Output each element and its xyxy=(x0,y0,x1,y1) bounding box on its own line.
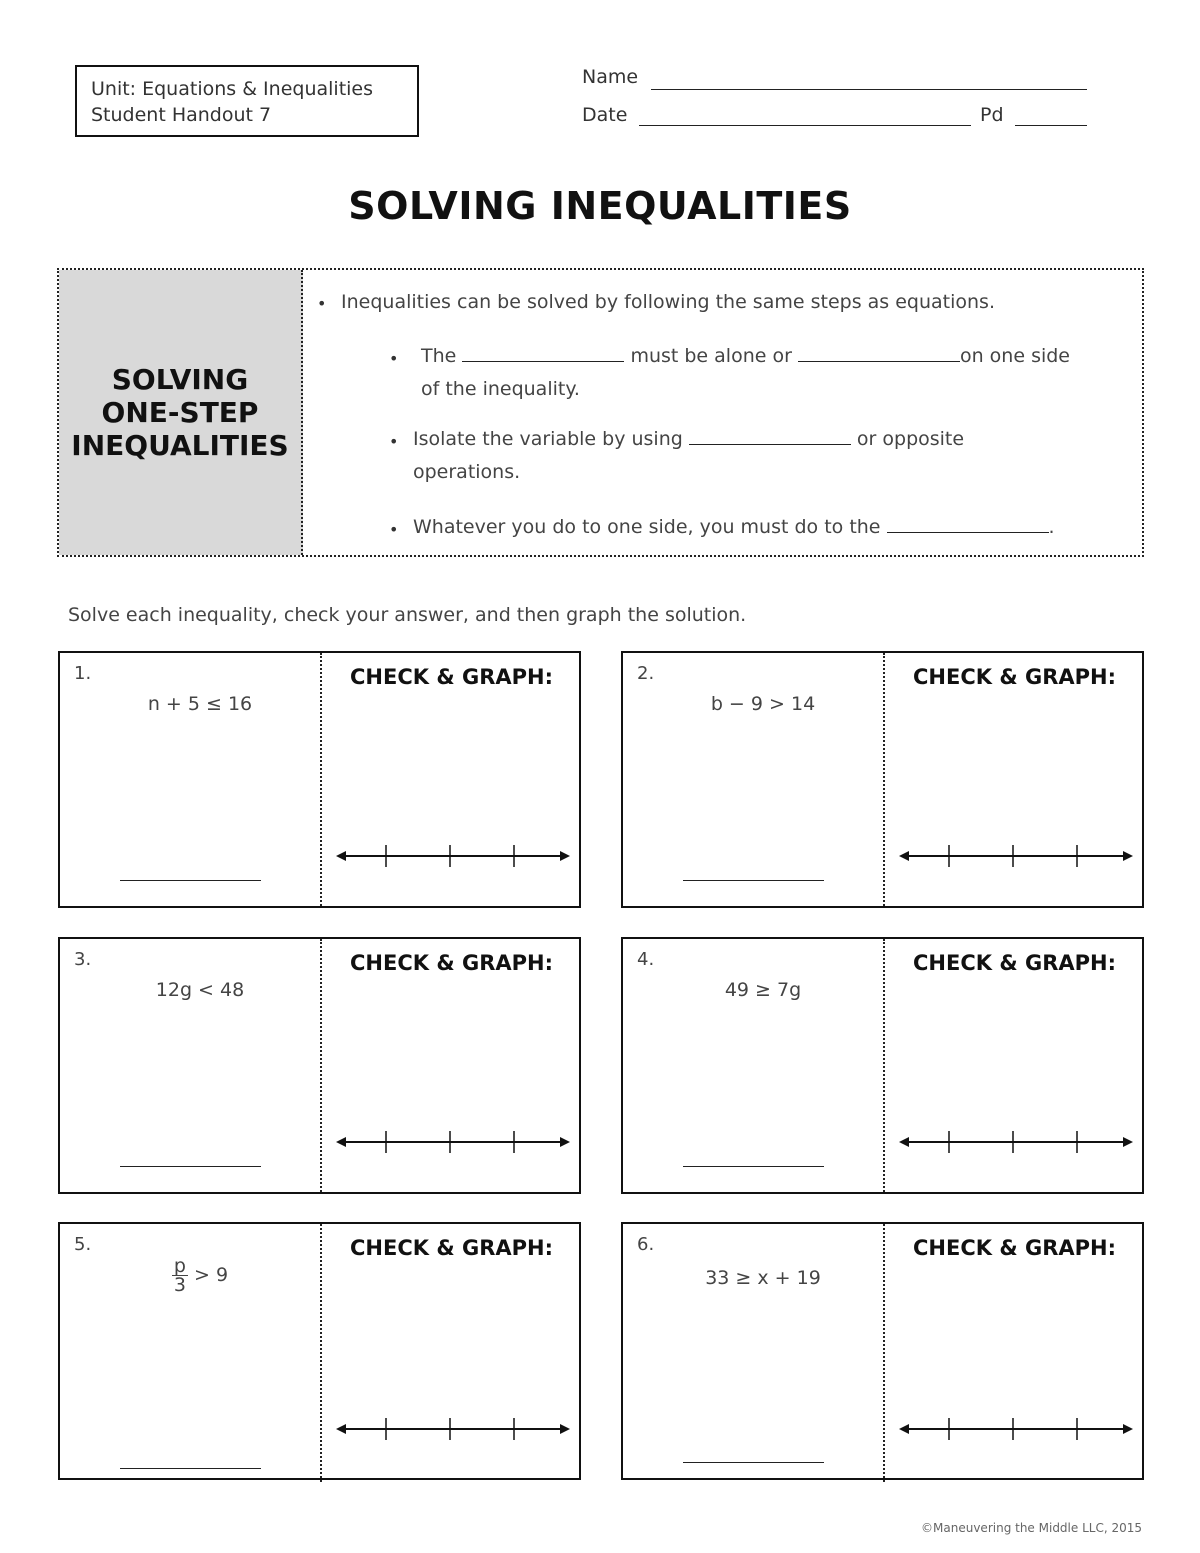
bullet-icon: • xyxy=(317,294,327,313)
arrow-left-icon xyxy=(899,1137,909,1147)
answer-line[interactable] xyxy=(683,1462,824,1463)
problem-number: 4. xyxy=(637,949,655,970)
check-graph-label: CHECK & GRAPH: xyxy=(350,1236,553,1260)
divider xyxy=(320,653,322,906)
problem-number: 5. xyxy=(74,1234,92,1255)
fraction-denominator: 3 xyxy=(173,1274,186,1296)
note-text: The xyxy=(421,345,457,367)
divider xyxy=(883,939,885,1192)
problem-number: 6. xyxy=(637,1234,655,1255)
fill-in-blank[interactable] xyxy=(798,343,960,362)
notes-section-header xyxy=(59,270,303,555)
note-bullet-2 xyxy=(421,340,1070,372)
problem-card-2 xyxy=(621,651,1144,908)
arrow-right-icon xyxy=(560,851,570,861)
date-label: Date xyxy=(582,104,628,126)
note-text: of the inequality. xyxy=(421,378,580,400)
number-line[interactable] xyxy=(336,841,571,871)
problem-inequality: b − 9 > 14 xyxy=(710,693,816,715)
fraction xyxy=(172,1257,188,1294)
answer-line[interactable] xyxy=(683,880,824,881)
number-line[interactable] xyxy=(336,1127,571,1157)
arrow-right-icon xyxy=(560,1424,570,1434)
answer-line[interactable] xyxy=(120,880,261,881)
note-text: on one side xyxy=(959,345,1070,367)
problem-card-4 xyxy=(621,937,1144,1194)
problem-card-1 xyxy=(58,651,581,908)
arrow-right-icon xyxy=(1123,1424,1133,1434)
period-label: Pd xyxy=(980,104,1004,126)
arrow-left-icon xyxy=(336,1424,346,1434)
arrow-left-icon xyxy=(336,851,346,861)
divider xyxy=(320,939,322,1192)
answer-line[interactable] xyxy=(120,1166,261,1167)
copyright: ©Maneuvering the Middle LLC, 2015 xyxy=(921,1521,1142,1535)
fill-in-blank[interactable] xyxy=(887,514,1049,533)
card-bottom-edge xyxy=(58,1478,581,1480)
check-graph-label: CHECK & GRAPH: xyxy=(350,951,553,975)
note-text: or opposite xyxy=(856,428,965,450)
problem-number: 3. xyxy=(74,949,92,970)
page-title: SOLVING INEQUALITIES xyxy=(348,184,852,228)
number-line[interactable] xyxy=(899,841,1134,871)
problem-number: 2. xyxy=(637,663,655,684)
arrow-right-icon xyxy=(560,1137,570,1147)
unit-title: Unit: Equations & Inequalities xyxy=(91,78,374,100)
arrow-left-icon xyxy=(336,1137,346,1147)
instructions: Solve each inequality, check your answer, and then graph the solution. xyxy=(68,604,747,626)
arrow-left-icon xyxy=(899,1424,909,1434)
check-graph-label: CHECK & GRAPH: xyxy=(350,665,553,689)
arrow-right-icon xyxy=(1123,1137,1133,1147)
check-graph-label: CHECK & GRAPH: xyxy=(913,665,1116,689)
fill-in-blank[interactable] xyxy=(462,343,624,362)
notes-section-title: SOLVING ONE-STEP INEQUALITIES xyxy=(71,363,289,462)
problem-inequality xyxy=(120,1257,280,1294)
note-text: must be alone or xyxy=(630,345,792,367)
answer-line[interactable] xyxy=(683,1166,824,1167)
problem-card-6 xyxy=(621,1222,1144,1480)
note-bullet-4 xyxy=(413,511,1055,543)
card-bottom-edge xyxy=(621,1478,1144,1480)
unit-info-box xyxy=(75,65,419,137)
arrow-left-icon xyxy=(899,851,909,861)
check-graph-label: CHECK & GRAPH: xyxy=(913,1236,1116,1260)
period-field[interactable] xyxy=(1015,125,1087,126)
divider xyxy=(883,1224,885,1482)
note-text: operations. xyxy=(413,461,521,483)
note-text: Whatever you do to one side, you must do to the xyxy=(413,516,881,538)
arrow-right-icon xyxy=(1123,851,1133,861)
note-text: . xyxy=(1048,516,1055,538)
name-label: Name xyxy=(582,66,639,88)
number-line[interactable] xyxy=(336,1414,571,1444)
problem-inequality: 12g < 48 xyxy=(155,979,245,1001)
problem-card-5 xyxy=(58,1222,581,1480)
note-text: Isolate the variable by using xyxy=(413,428,683,450)
note-bullet-3 xyxy=(413,423,964,455)
fraction-numerator: p xyxy=(173,1255,186,1277)
problem-inequality: 33 ≥ x + 19 xyxy=(705,1267,821,1289)
divider xyxy=(320,1224,322,1482)
note-bullet-1: Inequalities can be solved by following the same steps as equations. xyxy=(341,291,995,313)
date-field[interactable] xyxy=(639,125,971,126)
number-line[interactable] xyxy=(899,1127,1134,1157)
answer-line[interactable] xyxy=(120,1468,261,1469)
fill-in-blank[interactable] xyxy=(689,426,851,445)
bullet-icon: • xyxy=(389,349,399,368)
bullet-icon: • xyxy=(389,432,399,451)
name-field[interactable] xyxy=(651,89,1087,90)
problem-inequality: 49 ≥ 7g xyxy=(724,979,802,1001)
bullet-icon: • xyxy=(389,520,399,539)
handout-number: Student Handout 7 xyxy=(91,104,272,126)
check-graph-label: CHECK & GRAPH: xyxy=(913,951,1116,975)
number-line[interactable] xyxy=(899,1414,1134,1444)
problem-inequality: n + 5 ≤ 16 xyxy=(147,693,253,715)
inequality-rest: > 9 xyxy=(194,1264,229,1286)
problem-number: 1. xyxy=(74,663,92,684)
notes-box xyxy=(57,268,1144,557)
problem-card-3 xyxy=(58,937,581,1194)
divider xyxy=(883,653,885,906)
